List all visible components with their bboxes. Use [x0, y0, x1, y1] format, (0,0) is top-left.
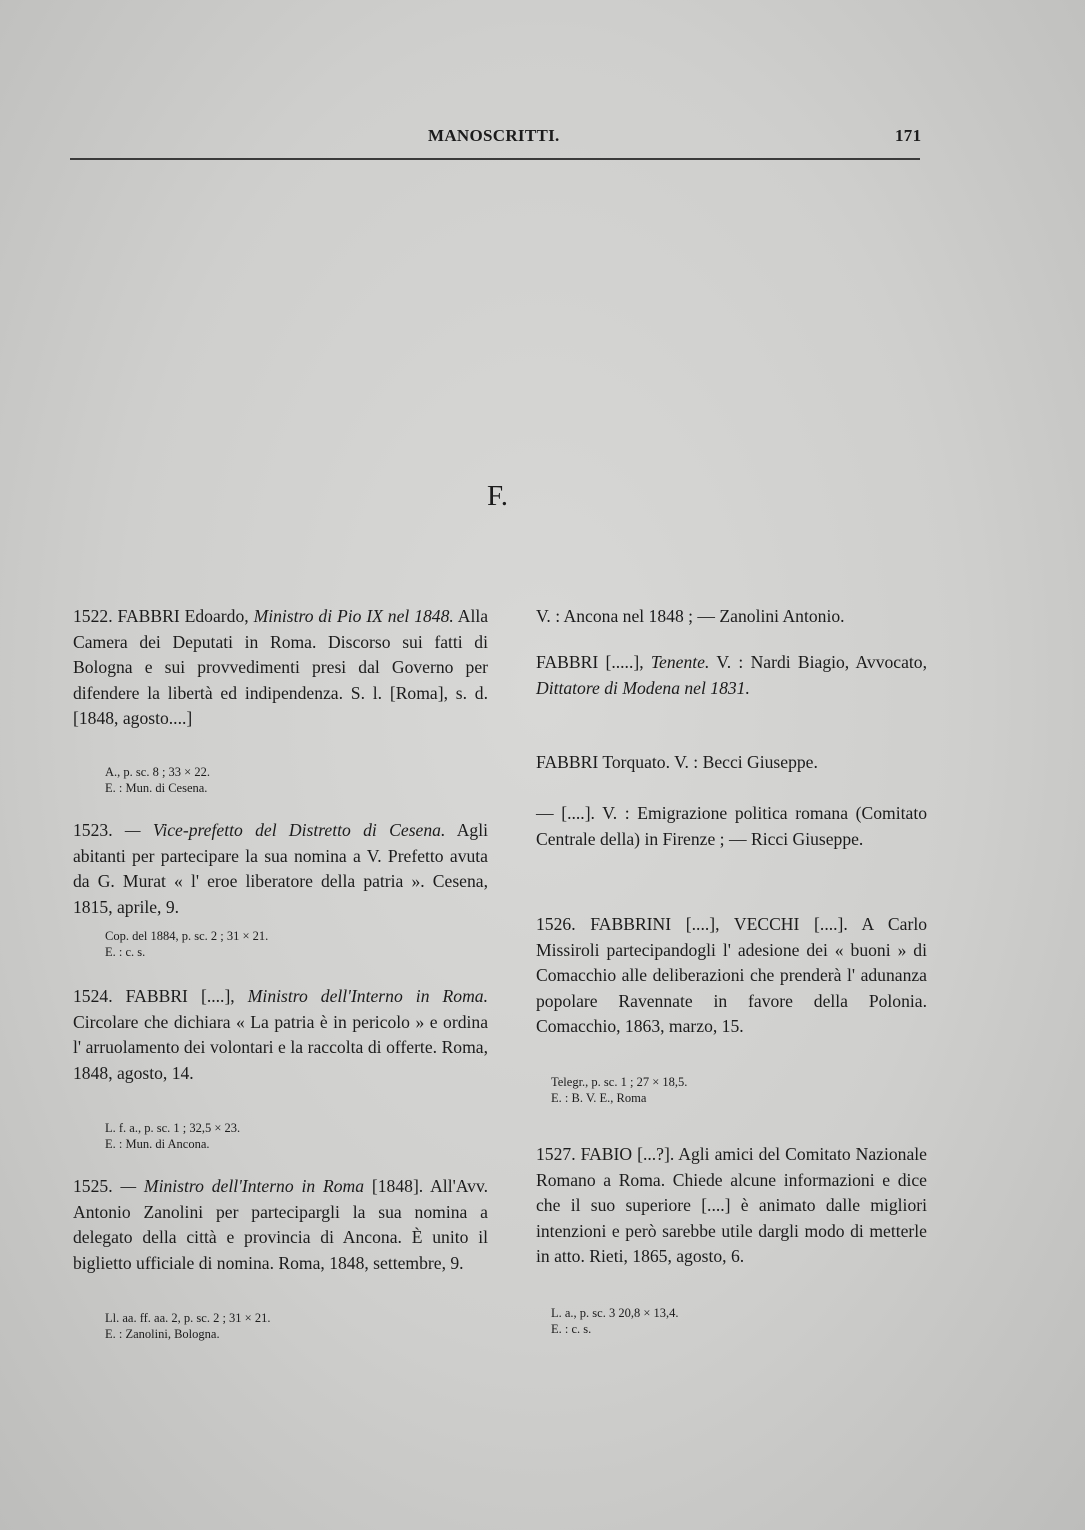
entry-1523-meta	[105, 928, 268, 960]
entry-1523	[73, 818, 488, 920]
entry-role: — Vice-prefetto del Distretto di Cesena.	[124, 820, 446, 840]
entry-text: All'Avv. Antonio Zanolini per partecipargli la sua nomina a delegato della città e provincia di Ancona. È unito il biglietto ufficiale di nomina. Roma, 1848, settembre, 9.	[73, 1176, 488, 1273]
header-rule	[70, 158, 920, 160]
meta-description: A., p. sc. 8 ; 33 × 22.	[105, 765, 210, 779]
entry-1522	[73, 604, 488, 732]
cross-reference-ancona: V. : Ancona nel 1848 ; — Zanolini Antonio.	[536, 606, 845, 626]
cross-reference-tenente	[536, 650, 927, 701]
entry-text: Circolare che dichiara « La patria è in pericolo » e ordina l' arruolamento dei volontari e la raccolta di offerte. Roma, 1848, agosto, 14.	[73, 1011, 488, 1083]
meta-location: E. : B. V. E., Roma	[551, 1091, 647, 1105]
xref-role-2: Dittatore di Modena nel 1831.	[536, 677, 750, 698]
entry-number: 1524.	[73, 986, 113, 1006]
entry-1524-meta	[105, 1120, 240, 1152]
entry-1525	[73, 1174, 488, 1276]
entry-author: FABBRI [....],	[125, 986, 235, 1006]
entry-date: [1848].	[371, 1176, 424, 1196]
xref-text: V. : Nardi Biagio, Avvocato,	[716, 652, 927, 672]
meta-location: E. : c. s.	[551, 1322, 592, 1336]
xref-author: FABBRI [.....],	[536, 652, 644, 672]
meta-description: L. a., p. sc. 3 20,8 × 13,4.	[551, 1306, 679, 1320]
entry-number: 1527.	[536, 1144, 576, 1164]
entry-number: 1525.	[73, 1176, 113, 1196]
meta-location: E. : Mun. di Cesena.	[105, 781, 208, 795]
entry-text: Alla Camera dei Deputati in Roma. Discorso sui fatti di Bologna e sui provvedimenti presi dal Governo per difendere la libertà ed indipendenza. S. l. [Roma], s. d. [1848, agosto....]	[73, 606, 489, 729]
meta-description: Ll. aa. ff. aa. 2, p. sc. 2 ; 31 × 21.	[105, 1311, 271, 1325]
entry-role: Ministro dell'Interno in Roma.	[247, 986, 489, 1006]
entry-1525-meta	[105, 1310, 270, 1342]
meta-description: Cop. del 1884, p. sc. 2 ; 31 × 21.	[105, 929, 269, 943]
entry-text: Agli abitanti per partecipare la sua nomina a V. Prefetto avuta da G. Murat « l' eroe liberatore della patria ». Cesena, 1815, aprile, 9.	[73, 820, 488, 917]
entry-text: FABIO [...?]. Agli amici del Comitato Nazionale Romano a Roma. Chiede alcune informazioni e dice che il suo superiore [....] è animato dalle migliori intenzioni e però sarebbe utile dargli modo di metterle in atto. Rieti, 1865, agosto, 6.	[536, 1144, 927, 1267]
entry-number: 1523.	[73, 820, 113, 840]
section-letter: F.	[487, 480, 509, 512]
xref-role: Tenente.	[650, 652, 710, 672]
entry-number: 1526.	[536, 914, 576, 934]
entry-1522-meta	[105, 764, 210, 796]
meta-location: E. : Mun. di Ancona.	[105, 1137, 210, 1151]
entry-1524	[73, 984, 488, 1086]
meta-location: E. : c. s.	[105, 945, 146, 959]
meta-description: Telegr., p. sc. 1 ; 27 × 18,5.	[551, 1075, 688, 1089]
page-number: 171	[895, 126, 922, 145]
entry-1526	[536, 912, 927, 1040]
entry-1527-meta	[551, 1305, 679, 1337]
entry-role: Ministro di Pio IX nel 1848.	[253, 606, 454, 626]
meta-description: L. f. a., p. sc. 1 ; 32,5 × 23.	[105, 1121, 241, 1135]
cross-reference-emigrazione: — [....]. V. : Emigrazione politica romana (Comitato Centrale della) in Firenze ; — Ricci Giuseppe.	[536, 803, 927, 849]
entry-text: FABBRINI [....], VECCHI [....]. A Carlo Missiroli partecipandogli l' adesione dei « buoni » di Comacchio alle deliberazioni che prenderà l' adunanza popolare Ravennate in favore della Polonia. Comacchio, 1863, marzo, 15.	[536, 914, 927, 1037]
entry-author: FABBRI Edoardo,	[117, 606, 249, 626]
entry-1526-meta	[551, 1074, 687, 1106]
running-title: MANOSCRITTI.	[428, 126, 560, 145]
entry-1527	[536, 1142, 927, 1270]
meta-location: E. : Zanolini, Bologna.	[105, 1327, 220, 1341]
entry-role: — Ministro dell'Interno in Roma	[120, 1176, 365, 1196]
entry-number: 1522.	[73, 606, 113, 626]
cross-reference-torquato: FABBRI Torquato. V. : Becci Giuseppe.	[536, 752, 818, 772]
